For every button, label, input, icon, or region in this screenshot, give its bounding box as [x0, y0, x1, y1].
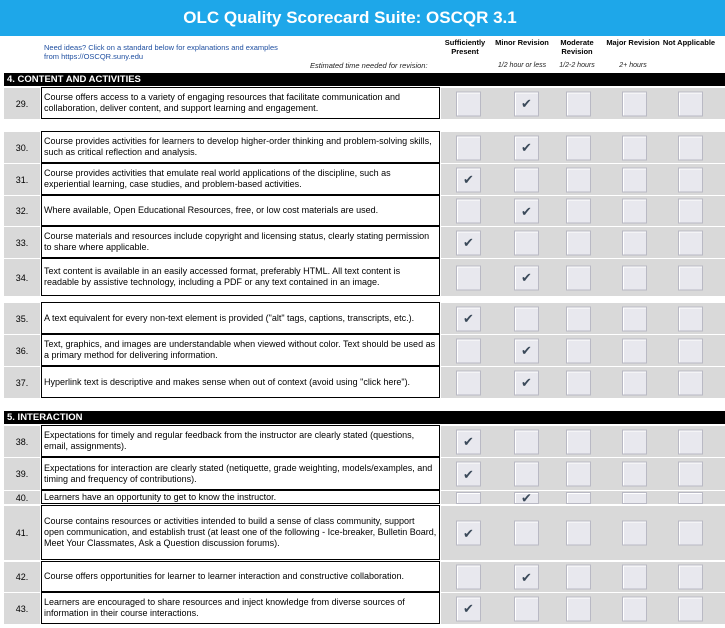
standard-text-link[interactable]: Expectations for interaction are clearly stated (netiquette, grade weighting, models/examples, and timing and frequency of contributions).	[41, 457, 440, 490]
standard-text-link[interactable]: Expectations for timely and regular feedback from the instructor are clearly stated (questions, email, assignments).	[41, 425, 440, 457]
standard-text-link[interactable]: Text content is available in an easily accessed format, preferably HTML. All text content is readable by assistive technology, including a PDF or any text contained in an image.	[41, 258, 440, 296]
rating-cells	[441, 561, 725, 592]
rating-cells	[441, 334, 725, 366]
checkbox-major-revision[interactable]	[622, 135, 647, 160]
standard-number: 36.	[4, 334, 40, 366]
checkbox-moderate-revision[interactable]	[566, 230, 591, 255]
checkbox-moderate-revision[interactable]	[566, 462, 591, 487]
title-bar	[0, 0, 725, 36]
table-row	[4, 195, 725, 226]
standard-number: 33.	[4, 226, 40, 258]
column-time-moderate: 1/2-2 hours	[559, 62, 595, 69]
checkbox-minor-revision[interactable]	[514, 167, 539, 192]
column-time-minor: 1/2 hour or less	[497, 62, 547, 69]
checkbox-moderate-revision[interactable]	[566, 521, 591, 546]
checkbox-not-applicable[interactable]	[678, 167, 703, 192]
checkbox-not-applicable[interactable]	[678, 135, 703, 160]
column-header-sufficiently-present: Sufficiently Present	[444, 38, 486, 56]
rating-cells	[441, 366, 725, 398]
checkbox-not-applicable[interactable]	[678, 429, 703, 454]
checkbox-sufficiently-present[interactable]	[456, 230, 481, 255]
checkbox-moderate-revision[interactable]	[566, 338, 591, 363]
column-header-minor-revision: Minor Revision	[495, 38, 549, 47]
checkbox-not-applicable[interactable]	[678, 370, 703, 395]
standard-number: 42.	[4, 561, 40, 592]
checkbox-not-applicable[interactable]	[678, 596, 703, 621]
checkbox-major-revision[interactable]	[622, 370, 647, 395]
standard-number: 32.	[4, 195, 40, 226]
checkbox-sufficiently-present[interactable]	[456, 370, 481, 395]
standard-number: 40.	[4, 490, 40, 504]
checkbox-sufficiently-present[interactable]	[456, 596, 481, 621]
column-header-moderate-revision: Moderate Revision	[560, 38, 594, 56]
standard-number: 37.	[4, 366, 40, 398]
checkbox-minor-revision[interactable]	[514, 492, 539, 504]
table-row	[4, 334, 725, 366]
checkbox-major-revision[interactable]	[622, 429, 647, 454]
table-row	[4, 366, 725, 398]
checkbox-not-applicable[interactable]	[678, 91, 703, 116]
checkmark-icon: ✔	[521, 140, 532, 155]
checkbox-major-revision[interactable]	[622, 492, 647, 504]
rating-cells	[441, 131, 725, 163]
checkbox-not-applicable[interactable]	[678, 265, 703, 290]
checkbox-moderate-revision[interactable]	[566, 199, 591, 224]
checkbox-major-revision[interactable]	[622, 462, 647, 487]
checkbox-sufficiently-present[interactable]	[456, 199, 481, 224]
standard-text-link[interactable]: Course offers access to a variety of engaging resources that facilitate communication and collaboration, deliver content, and support learning and engagement.	[41, 87, 440, 119]
table-row	[4, 561, 725, 592]
checkbox-minor-revision[interactable]	[514, 91, 539, 116]
table-row	[4, 592, 725, 624]
standard-text-link[interactable]: Course offers opportunities for learner to learner interaction and constructive collaboration.	[41, 561, 440, 592]
checkmark-icon: ✔	[521, 270, 532, 285]
checkbox-sufficiently-present[interactable]	[456, 462, 481, 487]
standard-text-link[interactable]: Course provides activities for learners to develop higher-order thinking and problem-solving skills, such as critical reflection and analysis.	[41, 131, 440, 163]
checkbox-major-revision[interactable]	[622, 596, 647, 621]
section-header: 4. CONTENT AND ACTIVITIES	[4, 73, 725, 86]
checkmark-icon: ✔	[463, 525, 474, 541]
checkbox-minor-revision[interactable]	[514, 429, 539, 454]
checkbox-major-revision[interactable]	[622, 565, 647, 590]
checkmark-icon: ✔	[521, 569, 532, 585]
rating-cells	[441, 87, 725, 119]
checkbox-minor-revision[interactable]	[514, 462, 539, 487]
column-header-major-revision: Major Revision	[606, 38, 660, 47]
standard-text-link[interactable]: Hyperlink text is descriptive and makes sense when out of context (avoid using "click here").	[41, 366, 440, 398]
table-row	[4, 131, 725, 163]
rating-cells	[441, 505, 725, 560]
checkbox-not-applicable[interactable]	[678, 492, 703, 504]
checkbox-sufficiently-present[interactable]	[456, 565, 481, 590]
standard-number: 34.	[4, 258, 40, 296]
rating-cells	[441, 195, 725, 226]
checkbox-sufficiently-present[interactable]	[456, 306, 481, 331]
standard-number: 39.	[4, 457, 40, 490]
standard-text-link[interactable]: Text, graphics, and images are understandable when viewed without color. Text should be used as a primary method for delivering information.	[41, 334, 440, 366]
checkbox-sufficiently-present[interactable]	[456, 521, 481, 546]
checkbox-minor-revision[interactable]	[514, 230, 539, 255]
checkbox-sufficiently-present[interactable]	[456, 265, 481, 290]
checkmark-icon: ✔	[521, 490, 532, 505]
checkbox-moderate-revision[interactable]	[566, 565, 591, 590]
checkmark-icon: ✔	[521, 203, 532, 219]
section-header: 5. INTERACTION	[4, 411, 725, 424]
checkbox-major-revision[interactable]	[622, 230, 647, 255]
rating-cells	[441, 302, 725, 334]
checkbox-minor-revision[interactable]	[514, 135, 539, 160]
standard-text-link[interactable]: Learners have an opportunity to get to know the instructor.	[41, 490, 440, 504]
table-row	[4, 457, 725, 490]
standard-number: 29.	[4, 87, 40, 119]
checkbox-sufficiently-present[interactable]	[456, 91, 481, 116]
standard-number: 43.	[4, 592, 40, 624]
table-row	[4, 163, 725, 195]
checkbox-moderate-revision[interactable]	[566, 492, 591, 504]
checkmark-icon: ✔	[463, 466, 474, 482]
checkbox-moderate-revision[interactable]	[566, 596, 591, 621]
checkbox-not-applicable[interactable]	[678, 306, 703, 331]
rating-cells	[441, 490, 725, 504]
standard-number: 41.	[4, 505, 40, 560]
checkbox-moderate-revision[interactable]	[566, 167, 591, 192]
standard-text-link[interactable]: Course contains resources or activities intended to build a sense of class community, support open communication, and establish trust (at least one of the following - Ice-breaker, Bulletin Board, Meet Your Classmates, Ask a Question discussion forums).	[41, 505, 440, 560]
column-header-not-applicable: Not Applicable	[662, 38, 716, 47]
standard-number: 31.	[4, 163, 40, 195]
table-row	[4, 302, 725, 334]
standard-text-link[interactable]: Course provides activities that emulate real world applications of the discipline, such as experiential learning, case studies, and problem-based activities.	[41, 163, 440, 195]
checkbox-moderate-revision[interactable]	[566, 370, 591, 395]
estimated-time-label: Estimated time needed for revision:	[310, 61, 428, 70]
checkbox-not-applicable[interactable]	[678, 462, 703, 487]
checkbox-moderate-revision[interactable]	[566, 429, 591, 454]
table-row	[4, 425, 725, 457]
checkbox-major-revision[interactable]	[622, 265, 647, 290]
checkbox-major-revision[interactable]	[622, 338, 647, 363]
standard-number: 30.	[4, 131, 40, 163]
checkbox-moderate-revision[interactable]	[566, 265, 591, 290]
checkbox-minor-revision[interactable]	[514, 306, 539, 331]
checkbox-moderate-revision[interactable]	[566, 306, 591, 331]
rating-cells	[441, 457, 725, 490]
checkbox-sufficiently-present[interactable]	[456, 135, 481, 160]
table-row	[4, 490, 725, 504]
checkbox-sufficiently-present[interactable]	[456, 429, 481, 454]
checkbox-not-applicable[interactable]	[678, 565, 703, 590]
checkbox-moderate-revision[interactable]	[566, 91, 591, 116]
checkbox-major-revision[interactable]	[622, 199, 647, 224]
checkmark-icon: ✔	[463, 311, 474, 326]
column-time-major: 2+ hours	[619, 62, 647, 69]
checkbox-not-applicable[interactable]	[678, 199, 703, 224]
checkbox-major-revision[interactable]	[622, 167, 647, 192]
standard-number: 38.	[4, 425, 40, 457]
checkbox-major-revision[interactable]	[622, 306, 647, 331]
checkbox-minor-revision[interactable]	[514, 596, 539, 621]
standard-text-link[interactable]: Where available, Open Educational Resources, free, or low cost materials are used.	[41, 195, 440, 226]
page-title: OLC Quality Scorecard Suite: OSCQR 3.1	[183, 8, 517, 27]
checkmark-icon: ✔	[521, 375, 532, 390]
checkbox-minor-revision[interactable]	[514, 370, 539, 395]
table-row	[4, 505, 725, 560]
checkbox-major-revision[interactable]	[622, 91, 647, 116]
rating-cells	[441, 163, 725, 195]
table-row	[4, 87, 725, 119]
checkbox-minor-revision[interactable]	[514, 521, 539, 546]
checkmark-icon: ✔	[521, 343, 532, 358]
checkbox-not-applicable[interactable]	[678, 338, 703, 363]
rating-cells	[441, 425, 725, 457]
checkbox-minor-revision[interactable]	[514, 565, 539, 590]
rating-cells	[441, 592, 725, 624]
table-row	[4, 226, 725, 258]
standard-text-link[interactable]: A text equivalent for every non-text element is provided ("alt" tags, captions, transcripts, etc.).	[41, 302, 440, 334]
rating-cells	[441, 258, 725, 296]
table-row	[4, 258, 725, 296]
standard-number: 35.	[4, 302, 40, 334]
checkmark-icon: ✔	[463, 235, 474, 250]
checkbox-sufficiently-present[interactable]	[456, 338, 481, 363]
standard-text-link[interactable]: Course materials and resources include copyright and licensing status, clearly stating permission to share where applicable.	[41, 226, 440, 258]
checkbox-not-applicable[interactable]	[678, 521, 703, 546]
checkmark-icon: ✔	[463, 601, 474, 616]
checkbox-sufficiently-present[interactable]	[456, 492, 481, 504]
checkbox-sufficiently-present[interactable]	[456, 167, 481, 192]
checkbox-moderate-revision[interactable]	[566, 135, 591, 160]
checkbox-not-applicable[interactable]	[678, 230, 703, 255]
standard-text-link[interactable]: Learners are encouraged to share resources and inject knowledge from diverse sources of information in their course interactions.	[41, 592, 440, 624]
rating-cells	[441, 226, 725, 258]
checkmark-icon: ✔	[463, 434, 474, 449]
checkbox-major-revision[interactable]	[622, 521, 647, 546]
checkbox-minor-revision[interactable]	[514, 338, 539, 363]
checkmark-icon: ✔	[521, 96, 532, 111]
info-link[interactable]: Need ideas? Click on a standard below for explanations and examples from https://OSCQR.suny.edu	[44, 43, 278, 61]
checkbox-minor-revision[interactable]	[514, 265, 539, 290]
checkbox-minor-revision[interactable]	[514, 199, 539, 224]
checkmark-icon: ✔	[463, 172, 474, 187]
